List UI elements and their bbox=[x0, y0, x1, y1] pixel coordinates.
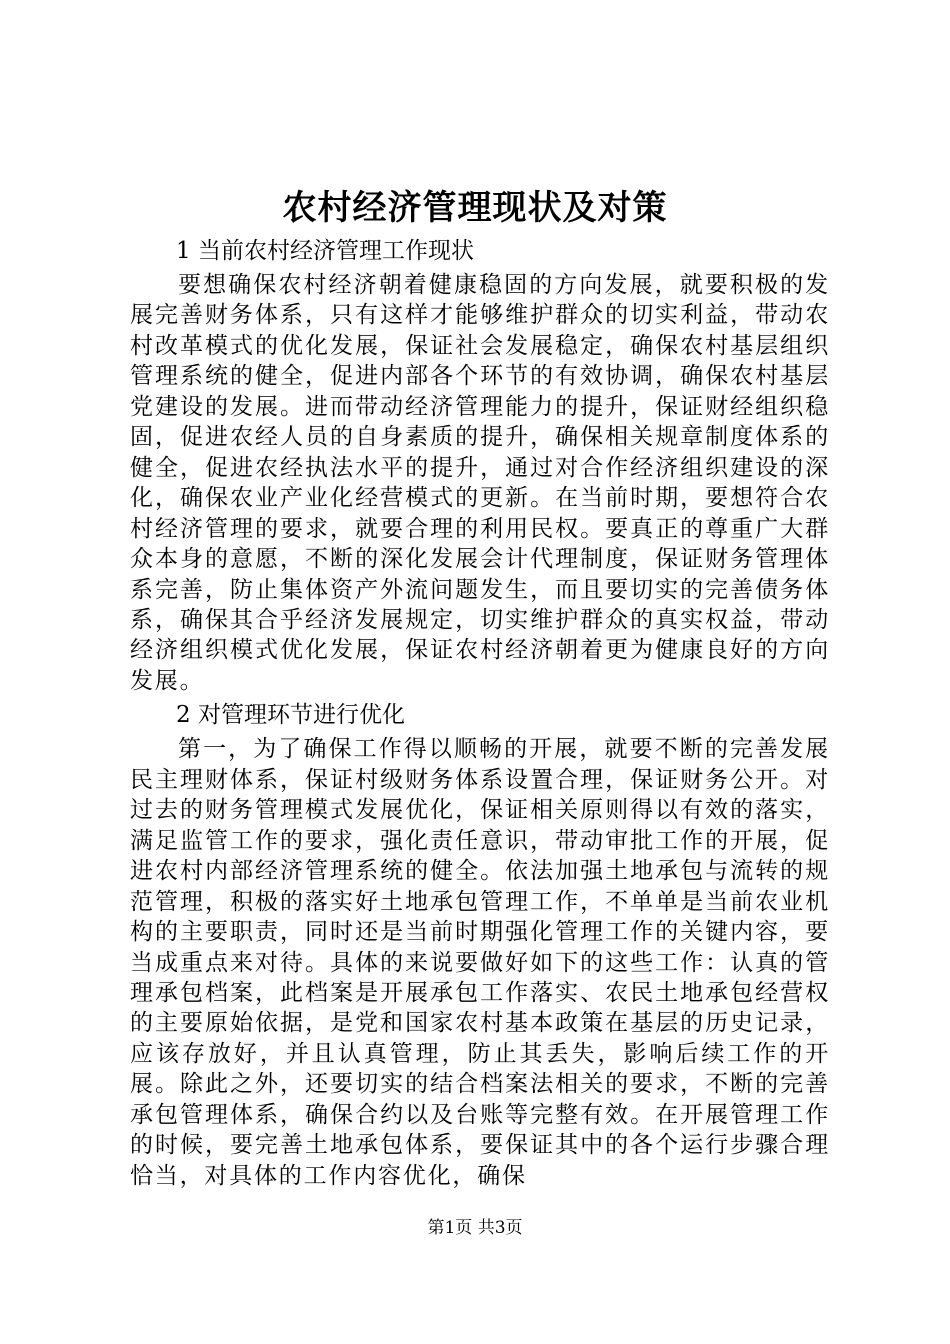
section-paragraph-1: 要想确保农村经济朝着健康稳固的方向发展，就要积极的发展完善财务体系，只有这样才能够维护群众的切实利益，带动农村改革模式的优化发展，保证社会发展稳定，确保农村基层组织管理系统的健全，促进内部各个环节的有效协调，确保农村基层党建设的发展。进而带动经济管理能力的提升，保证财经组织稳固，促进农经人员的自身素质的提升，确保相关规章制度体系的健全，促进农经执法水平的提升，通过对合作经济组织建设的深化，确保农业产业化经营模式的更新。在当前时期，要想符合农村经济管理的要求，就要合理的利用民权。要真正的尊重广大群众本身的意愿，不断的深化发展会计代理制度，保证财务管理体系完善，防止集体资产外流问题发生，而且要切实的完善债务体系，确保其合乎经济发展规定，切实维护群众的真实权益，带动经济组织模式优化发展，保证农村经济朝着更为健康良好的方向发展。 bbox=[130, 272, 830, 694]
document-title: 农村经济管理现状及对策 bbox=[282, 188, 668, 228]
section-paragraph-2: 第一，为了确保工作得以顺畅的开展，就要不断的完善发展民主理财体系，保证村级财务体系设置合理，保证财务公开。对过去的财务管理模式发展优化，保证相关原则得以有效的落实，满足监管工作的要求，强化责任意识，带动审批工作的开展，促进农村内部经济管理系统的健全。依法加强土地承包与流转的规范管理，积极的落实好土地承包管理工作，不单单是当前农业机构的主要职责，同时还是当前时期强化管理工作的关键内容，要当成重点来对待。具体的来说要做好如下的这些工作：认真的管理承包档案，此档案是开展承包工作落实、农民土地承包经营权的主要原始依据，是党和国家农村基本政策在基层的历史记录，应该存放好，并且认真管理，防止其丢失，影响后续工作的开展。除此之外，还要切实的结合档案法相关的要求，不断的完善承包管理体系，确保合约以及台账等完整有效。在开展管理工作的时候，要完善土地承包体系，要保证其中的各个运行步骤合理恰当，对具体的工作内容优化，确保 bbox=[130, 736, 830, 1189]
section-heading-2: 2 对管理环节进行优化 bbox=[176, 702, 405, 729]
page-footer: 第1页 共3页 bbox=[427, 1218, 523, 1238]
document-body bbox=[130, 234, 830, 1193]
section-heading-1: 1 当前农村经济管理工作现状 bbox=[176, 238, 474, 264]
